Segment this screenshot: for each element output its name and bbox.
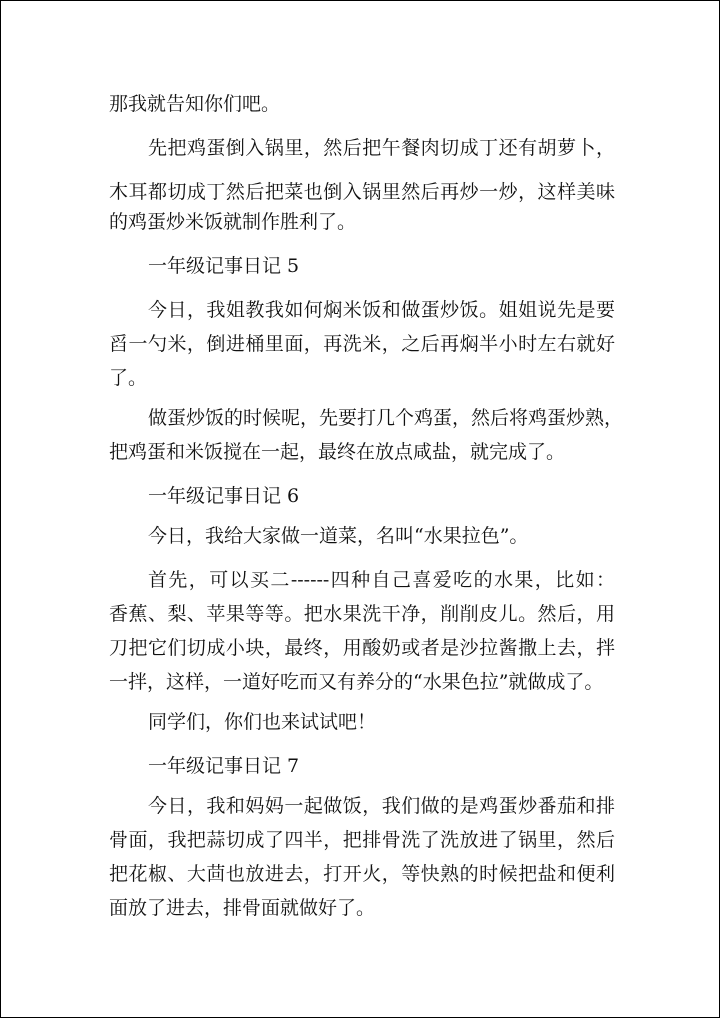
text-line: 了。 — [109, 367, 148, 389]
text-line: 同学们，你们也来试试吧！ — [148, 711, 377, 733]
section-heading: 一年级记事日记 7 — [148, 755, 300, 777]
section-heading: 一年级记事日记 6 — [148, 485, 300, 507]
text-line: 舀一勺米，倒进桶里面，再洗米，之后再焖半小时左右就好 — [109, 333, 615, 355]
text-line: 一拌，这样，一道好吃而又有养分的“水果色拉”就做成了。 — [109, 671, 604, 693]
text-line: 今日，我姐教我如何焖米饭和做蛋炒饭。姐姐说先是要 — [148, 299, 615, 321]
text-line: 那我就告知你们吧。 — [109, 93, 281, 115]
text-line: 木耳都切成丁然后把菜也倒入锅里然后再炒一炒，这样美味 — [109, 181, 615, 203]
text-line: 做蛋炒饭的时候呢，先要打几个鸡蛋，然后将鸡蛋炒熟， — [148, 407, 624, 429]
text-line: 先把鸡蛋倒入锅里，然后把午餐肉切成丁还有胡萝卜， — [148, 137, 615, 159]
section-heading: 一年级记事日记 5 — [148, 255, 300, 277]
text-line: 刀把它们切成小块，最终，用酸奶或者是沙拉酱撒上去，拌 — [109, 637, 615, 659]
text-line: 今日，我和妈妈一起做饭，我们做的是鸡蛋炒番茄和排 — [148, 795, 615, 817]
text-line: 今日，我给大家做一道菜，名叫“水果拉色”。 — [148, 525, 529, 547]
text-line: 把鸡蛋和米饭搅在一起，最终在放点咸盐，就完成了。 — [109, 441, 566, 463]
text-line: 把花椒、大茴也放进去，打开火，等快熟的时候把盐和便利 — [109, 863, 615, 885]
text-line: 面放了进去，排骨面就做好了。 — [109, 897, 376, 919]
text-line: 首先，可以买二------四种自己喜爱吃的水果，比如： — [148, 569, 615, 591]
text-line: 骨面，我把蒜切成了四半，把排骨洗了洗放进了锅里，然后 — [109, 829, 615, 851]
text-line: 的鸡蛋炒米饭就制作胜利了。 — [109, 211, 357, 233]
text-line: 香蕉、梨、苹果等等。把水果洗干净，削削皮儿。然后，用 — [109, 603, 615, 625]
